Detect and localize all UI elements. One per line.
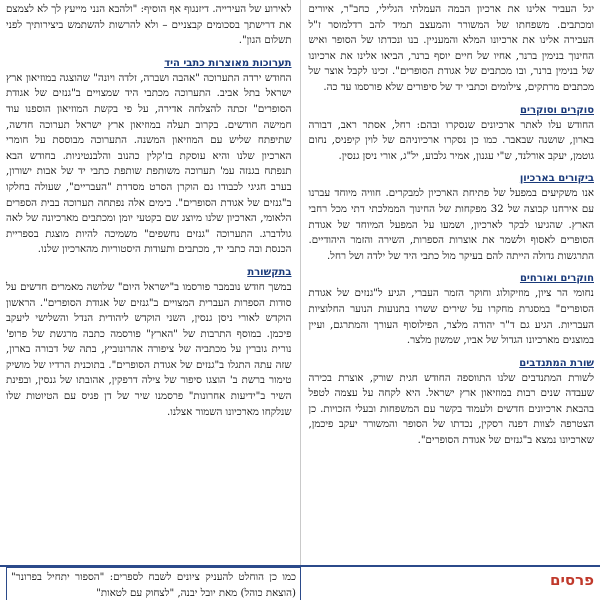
section-heading: בתקשורת: [247, 266, 292, 278]
section-text: במשך חודש נובמבר פורסמו ב"ישראל היום" שלושה מאמרים חדשים על סודות הספרות העברית המצויים ב"גנזים של אגודת הסופרים". הראשון הוקדש לאורי ניסן גנסין, השני הוקדש ליהודית הנדל והשלישי ליעקב פיכמן. במוסף התרבות של "הארץ" פורסמה כתבה מרגשת של פרופ' נורית גוברין על מכתביה של ציפורה אהרונוביץ, בתה של דבורה בארון, שזה עתה התגלו ב"גנזים של אגודת הסופרים". בתוכנית הרדיו של מושיק טימור ברשת ב' הוצגו סיפור של צילה דרפקין, אהובתו של גנסין, ובפינת השיר ב"ידיעות אחרונות" פרסמנו שיר של דן פגיס עם הטיוטות שלו שנלקחו מארכיונו השמור אצלנו.: [6, 281, 292, 418]
section-exhibitions: [6, 57, 292, 258]
bottom-band: [0, 565, 600, 600]
section-heading: ביקורים בארכיון: [519, 173, 594, 185]
section-media: [6, 266, 292, 420]
section-volunteers: [309, 357, 595, 449]
section-text: נחומי הר ציון, מוזיקולוג וחוקר הזמר העברי, הגיע ל"גנזים של אגודת הסופרים" במסגרת מחקרו על שירים ששרו בתנועות הנוער החלוציות העבריות. הגיע גם ד"ר יהודה מלצר, הפילוסוף העורך והמתרגם, ועיין במוצגים מארכיונו הגדול של אביו, שמשון מלצר.: [308, 288, 594, 347]
right-column-intro: יגל העביר אלינו את ארכיון הבמה העמלתי הגלילי, כחב"ר, איורים ומכתבים. משפחתו של המשורר והמעצב תמיד להב רדלמוסר ז"ל העבירה אלינו את ארכיונו המלא והמעניין. בנו ונכדתו של הסופר ואיש החינוך בנימין ברנר, אחיו של חיים יוסף ברנר, הביאו אלינו את ארכיונו של בנימין ברנר, ובו מכתבים של אגודת הסופרים". זכינו לקבל אוצר של מכתבים מרתקים, צילומים וכתבי יד של סיפורים שלא פורסמו עד כה.: [308, 4, 594, 93]
right-column: [309, 0, 595, 600]
section-heading: שורת המתנדבים: [519, 357, 594, 369]
section-text: החודש ירדה התערוכה "אהבה ושברה, זלדה ויונה" שהוצגה במוזיאון ארץ ישראל בתל אביב. התערוכה מכתבי היד שמצויים ב"גנזים של אגודת הסופרים" זכתה להצלחה אדירה, על פי בקשת המוזיאון הוספנו עוד חמישה חודשים. בקרוב תעלה במוזיאון ארץ ישראל תערוכה חדשה, שתיפתח שליש עם המוזיאון המשנה. התערוכה מבוססת על חומרי הארכיון שלנו והיא עוסקת בז'קלין כהנוב והלבנטיניות. בחודש הבא תנפתח בגנזה עמ' תערוכה משותפת שותפת כתבי יד של אבות ישורון, בערב חגיגי לכבודו גם הוקרן הסרט מסדרת "העבריים", שעולה בחלקו ב"גנזים של אגודת הסופרים". בימים אלה נפתחה תערוכה בבית הספרים הלאומי, הארכיון שלנו מיוצג שם בקטעי יומן ומכתבים מארכיונה של לאה גולדברג. התערוכה "גנזים נחשפים" משמיכה להיות מוצגת בספריית הכנסת ובה כתבי יד, מכתבים ותעודות היסטוריות מהארכיון שלנו.: [6, 72, 292, 256]
left-column-intro: לאירוע של העירייה. דיזנגוף אף הוסיף: "ולהבא הנני מייעץ לך לא לצמצם את דרישתך בסכומים קבצניים – ולא להרשות להשתמש ביצירותיך לפני תשלום הגון".: [6, 4, 292, 47]
section-visits: [309, 172, 595, 264]
section-heading: תערוכות מאוצרות כתבי היד: [164, 57, 292, 69]
section-researchers: [309, 272, 595, 348]
section-heading: חוקרים ואורחים: [519, 273, 594, 285]
section-text: החודש עלו לאתר ארכיונים שנסקרו ובהם: רחל, אסתר ראב, דבורה בארון, שושנה שבאבר. כמו כן נסקרו ארכיוניהם של לוין קיפניס, נחום גוטמן, יעקב אורלנד, ש"י עגנון, אמיר גלבוע, יל"ג, אורי ניסן גנסין.: [308, 119, 594, 162]
left-column: [6, 0, 292, 600]
awards-box: כמו כן הוחלט להעניק ציונים לשבח לספרים: "הספור יתחיל בפרונר" (הוצאת כוהל) מאת יובל יבנה, "לצחוק עם לטאות": [6, 567, 301, 600]
section-reviews: [309, 104, 595, 165]
column-divider: [300, 0, 301, 600]
section-heading: סוקרים וסוקרים: [520, 104, 594, 116]
section-text: אנו משקיעים במפעל של פתיחת הארכיון למבקרים. חוויה מיוחד עברנו עם אירחנו קבוצה של 32 מפקחות של החינוך הממלכתי דתי מכל רחבי הארץ. שהגיעו לבקר לארכיון, ושמעו על המפעל המיוחד של אגודת הסופרים לאסוף ולשמר את אוצרות הספרות, השירה והזמר היהודיים. התרגשות גדולה הייתה להם בעיקר מול כתבי היד של ילדה ושל רחל.: [308, 188, 594, 262]
awards-title: פרסים: [550, 571, 594, 589]
section-text: לשורת המתנדבים שלנו התווספה החודש חגית שורק, אוצרת בכירה שעבדה שנים רבות במוזיאון ארץ ישראל. היא לקחה על עצמה לטפל בהבאת ארכיונים חדשים ולעמוד בקשר עם המשפחות ובעלי הזכויות. כן הצטרפה לצוות דפנה רסקין, נכדתו של הסופר והמשורר יעקב פיכמן, שארכיונו נמצא ב"גנזים של אגודת הסופרים".: [308, 372, 594, 447]
